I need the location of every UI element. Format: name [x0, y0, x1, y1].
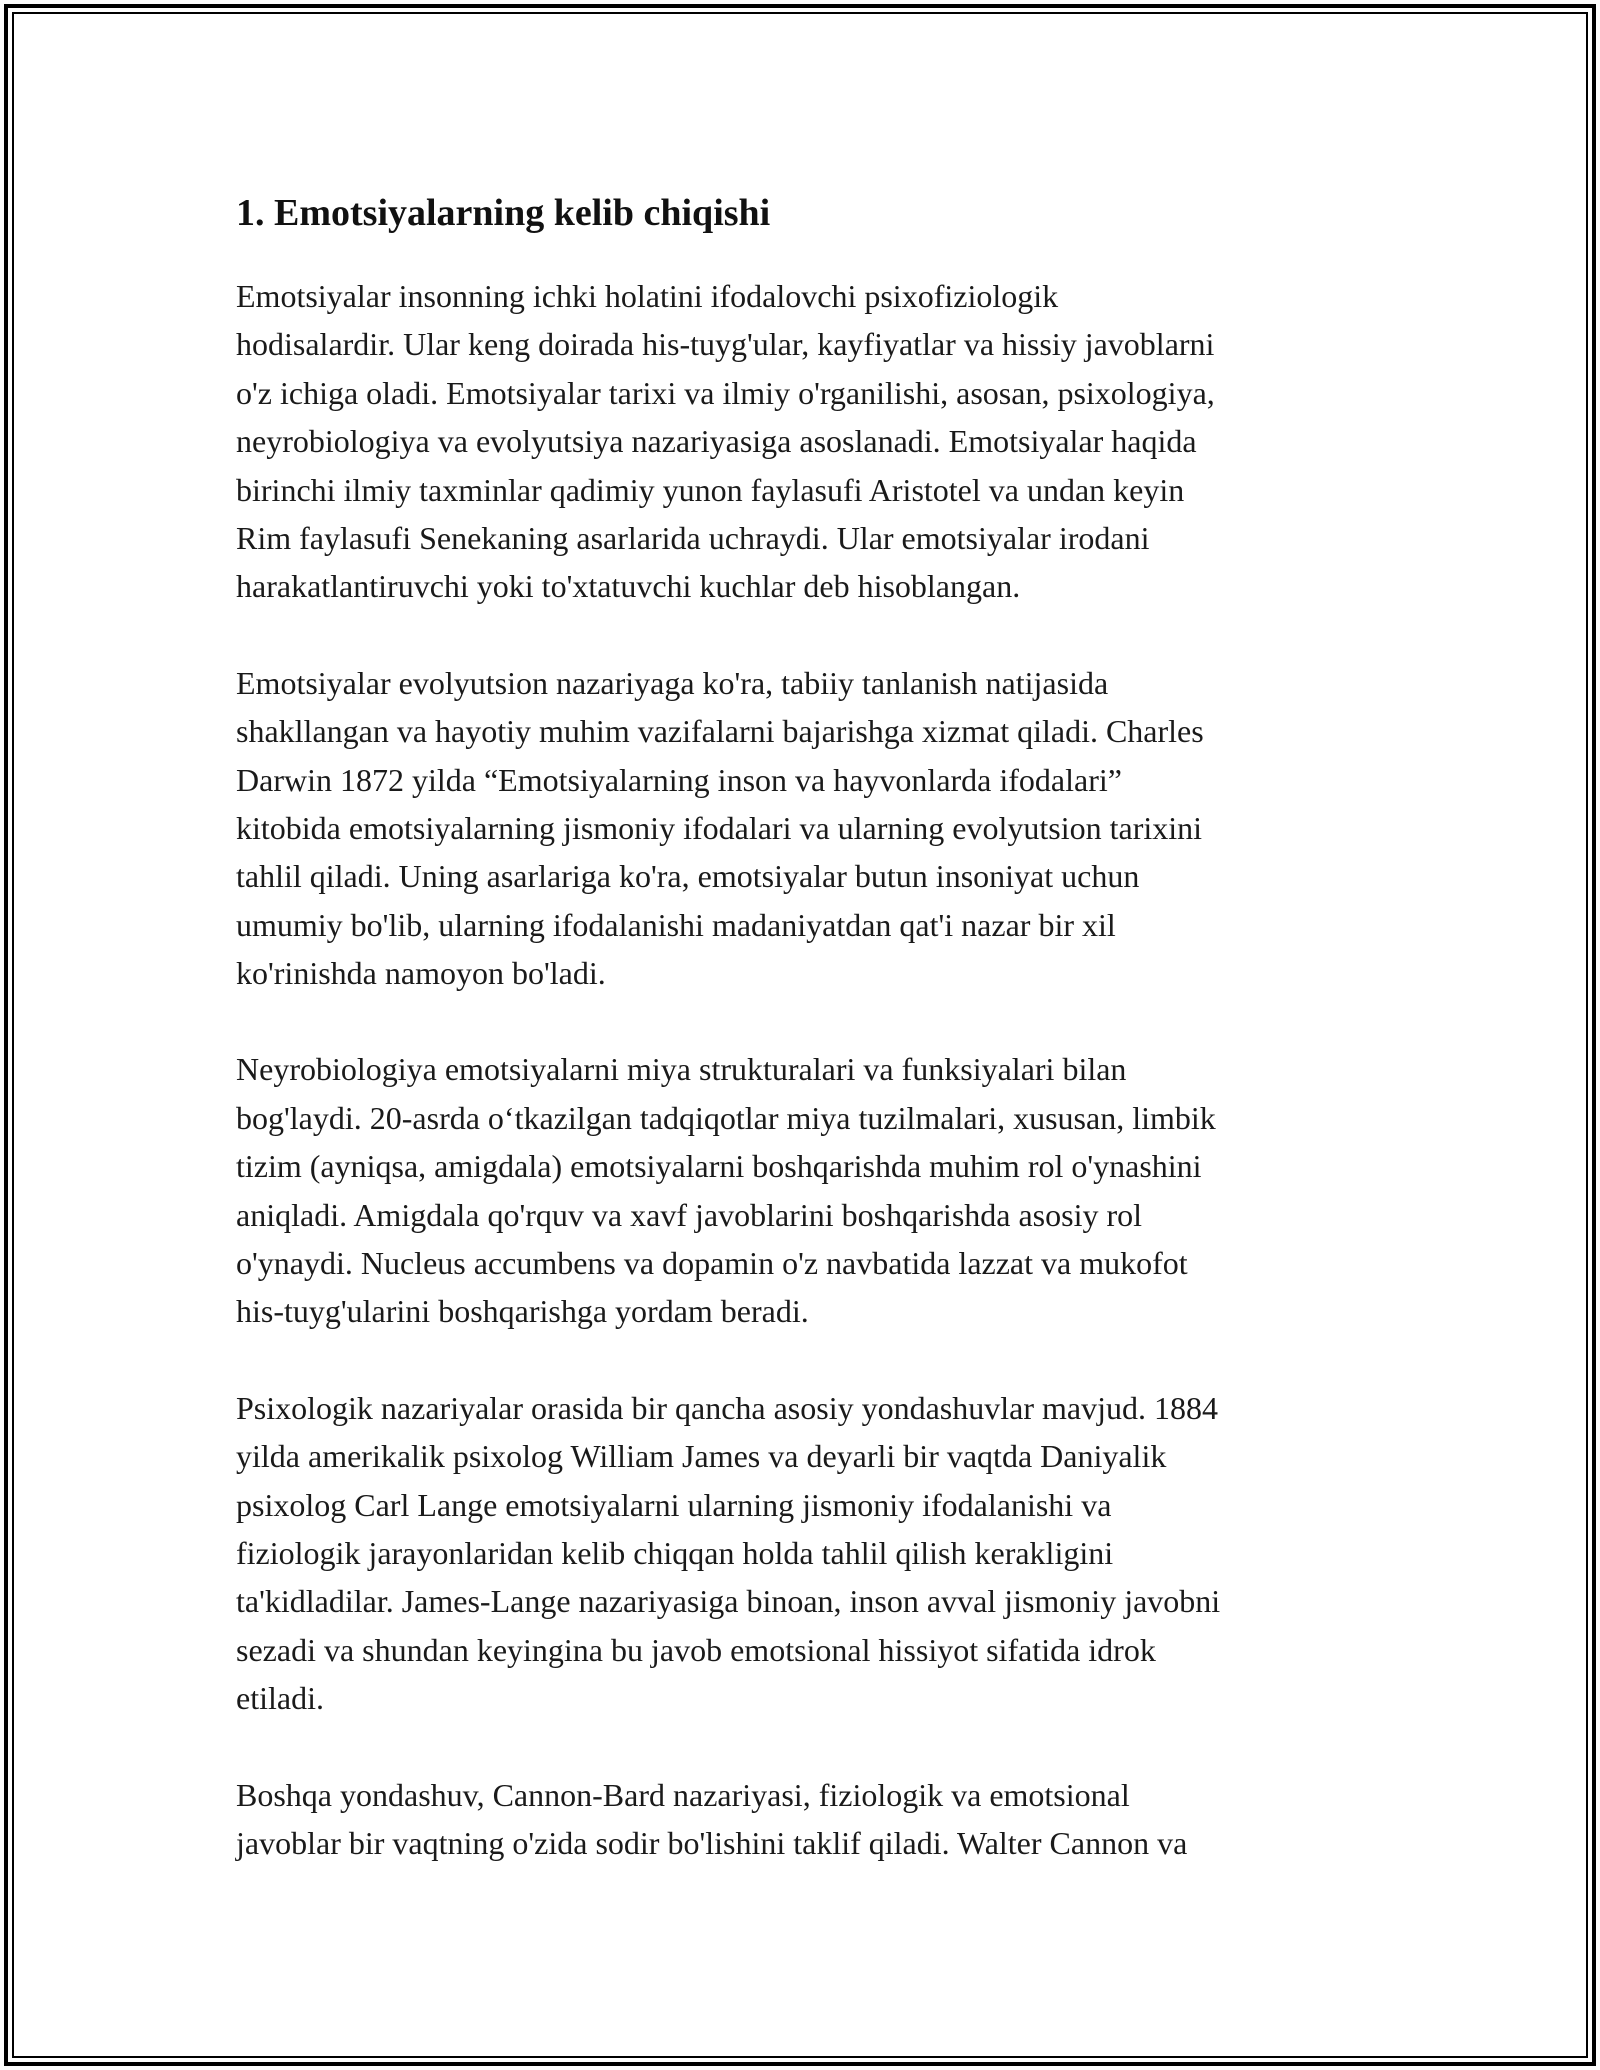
text-line: Darwin 1872 yilda “Emotsiyalarning inson va hayvonlarda ifodalari” [236, 761, 1122, 798]
paragraph-2 [236, 659, 1376, 998]
text-line: ko'rinishda namoyon bo'ladi. [236, 955, 606, 992]
text-line: aniqladi. Amigdala qo'rquv va xavf javoblarini boshqarishda asosiy rol [236, 1196, 1143, 1233]
text-line: javoblar bir vaqtning o'zida sodir bo'lishini taklif qiladi. Walter Cannon va [236, 1824, 1188, 1861]
text-line: etiladi. [236, 1680, 324, 1717]
text-line: kitobida emotsiyalarning jismoniy ifodalari va ularning evolyutsion tarixini [236, 809, 1203, 846]
text-line: birinchi ilmiy taxminlar qadimiy yunon faylasufi Aristotel va undan keyin [236, 471, 1185, 508]
text-line: tizim (ayniqsa, amigdala) emotsiyalarni boshqarishda muhim rol o'ynashini [236, 1148, 1202, 1185]
text-line: yilda amerikalik psixolog William James va deyarli bir vaqtda Daniyalik [236, 1438, 1167, 1475]
text-line: Emotsiyalar evolyutsion nazariyaga ko'ra, tabiiy tanlanish natijasida [236, 664, 1109, 701]
paragraph-4 [236, 1384, 1376, 1723]
text-line: o'z ichiga oladi. Emotsiyalar tarixi va ilmiy o'rganilishi, asosan, psixologiya, [236, 374, 1215, 411]
text-line: ta'kidladilar. James-Lange nazariyasiga binoan, inson avval jismoniy javobni [236, 1583, 1221, 1620]
text-line: Neyrobiologiya emotsiyalarni miya strukturalari va funksiyalari bilan [236, 1051, 1127, 1088]
document-body [236, 186, 1376, 1915]
text-line: fiziologik jarayonlaridan kelib chiqqan holda tahlil qilish kerakligini [236, 1534, 1114, 1571]
text-line: bog'laydi. 20-asrda oʻtkazilgan tadqiqotlar miya tuzilmalari, xususan, limbik [236, 1099, 1216, 1136]
text-line: tahlil qiladi. Uning asarlariga ko'ra, emotsiyalar butun insoniyat uchun [236, 858, 1140, 895]
text-line: his-tuyg'ularini boshqarishga yordam beradi. [236, 1293, 809, 1330]
text-line: harakatlantiruvchi yoki to'xtatuvchi kuchlar deb hisoblangan. [236, 568, 1021, 605]
paragraph-1 [236, 272, 1376, 611]
text-line: shakllangan va hayotiy muhim vazifalarni bajarishga xizmat qiladi. Charles [236, 713, 1204, 750]
text-line: sezadi va shundan keyingina bu javob emotsional hissiyot sifatida idrok [236, 1631, 1156, 1668]
text-line: Psixologik nazariyalar orasida bir qancha asosiy yondashuvlar mavjud. 1884 [236, 1389, 1218, 1426]
text-line: psixolog Carl Lange emotsiyalarni ularning jismoniy ifodalanishi va [236, 1486, 1112, 1523]
text-line: Emotsiyalar insonning ichki holatini ifodalovchi psixofiziologik [236, 278, 1059, 314]
text-line: Rim faylasufi Senekaning asarlarida uchraydi. Ular emotsiyalar irodani [236, 519, 1150, 556]
paragraph-3 [236, 1045, 1376, 1335]
paragraph-5 [236, 1771, 1376, 1868]
text-line: hodisalardir. Ular keng doirada his-tuyg'ular, kayfiyatlar va hissiy javoblarni [236, 326, 1215, 363]
text-line: neyrobiologiya va evolyutsiya nazariyasiga asoslanadi. Emotsiyalar haqida [236, 423, 1197, 460]
text-line: Boshqa yondashuv, Cannon-Bard nazariyasi, fiziologik va emotsional [236, 1776, 1130, 1813]
text-line: umumiy bo'lib, ularning ifodalanishi madaniyatdan qat'i nazar bir xil [236, 906, 1116, 943]
section-heading: 1. Emotsiyalarning kelib chiqishi [236, 192, 771, 234]
text-line: o'ynaydi. Nucleus accumbens va dopamin o'z navbatida lazzat va mukofot [236, 1245, 1188, 1282]
